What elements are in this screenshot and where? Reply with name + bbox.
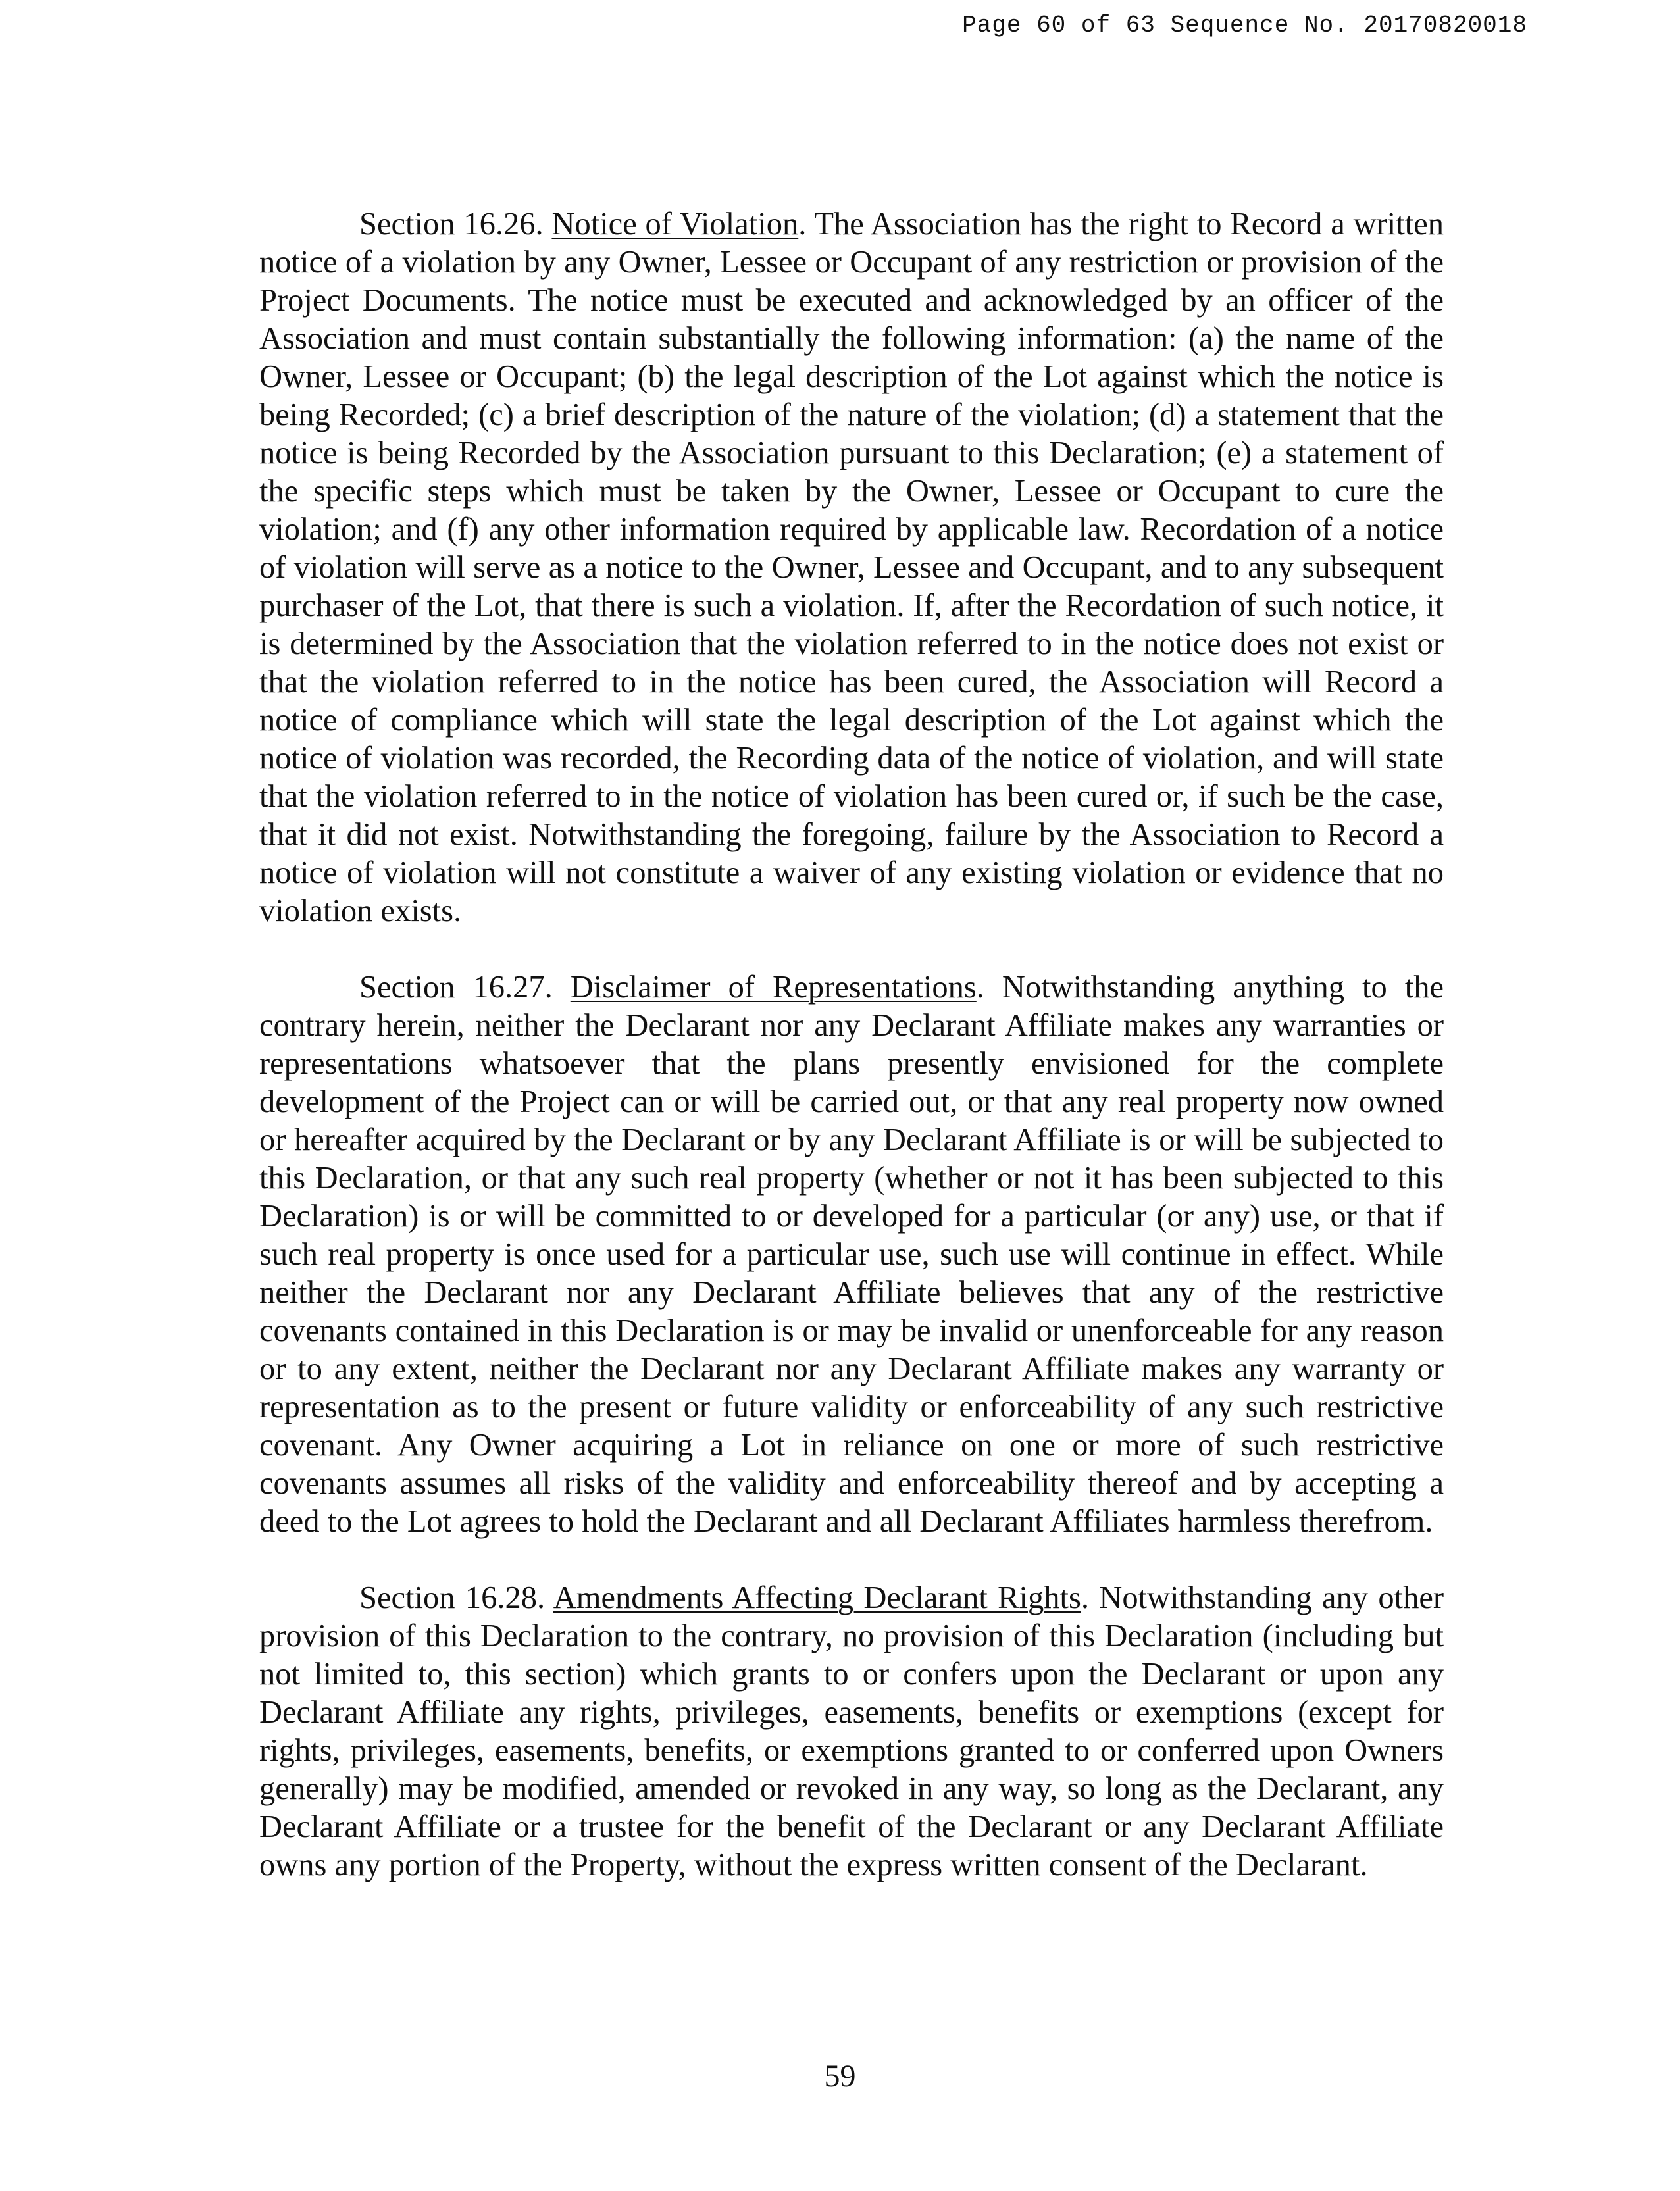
section-16-27-paragraph (259, 969, 1444, 1541)
document-body (259, 205, 1444, 1923)
section-number: Section 16.26. (359, 207, 544, 241)
section-heading: Amendments Affecting Declarant Rights (553, 1580, 1081, 1615)
section-body: . The Association has the right to Record a written notice of a violation by any Owner, Lessee or Occupant of any restriction or provision of the Project Documents. The notice must be executed and acknowledged by an officer of the Association and must contain substantially the following information: (a) the name of the Owner, Lessee or Occupant; (b) the legal description of the Lot against which the notice is being Recorded; (c) a brief description of the nature of the violation; (d) a statement that the notice is being Recorded by the Association pursuant to this Declaration; (e) a statement of the specific steps which must be taken by the Owner, Lessee or Occupant to cure the violation; and (f) any other information required by applicable law. Recordation of a notice of violation will serve as a notice to the Owner, Lessee and Occupant, and to any subsequent purchaser of the Lot, that there is such a violation. If, after the Recordation of such notice, it is determined by the Association that the violation referred to in the notice does not exist or that the violation referred to in the notice has been cured, the Association will Record a notice of compliance which will state the legal description of the Lot against which the notice of violation was recorded, the Recording data of the notice of violation, and will state that the violation referred to in the notice of violation has been cured or, if such be the case, that it did not exist. Notwithstanding the foregoing, failure by the Association to Record a notice of violation will not constitute a waiver of any existing violation or evidence that no violation exists. (259, 207, 1444, 928)
section-16-28-paragraph (259, 1579, 1444, 1884)
page-sequence-stamp: Page 60 of 63 Sequence No. 20170820018 (962, 12, 1527, 39)
section-body: . Notwithstanding any other provision of this Declaration to the contrary, no provision of this Declaration (including but not limited to, this section) which grants to or confers upon the Declarant or upon any Declarant Affiliate any rights, privileges, easements, benefits or exemptions (except for rights, privileges, easements, benefits, or exemptions granted to or conferred upon Owners generally) may be modified, amended or revoked in any way, so long as the Declarant, any Declarant Affiliate or a trustee for the benefit of the Declarant or any Declarant Affiliate owns any portion of the Property, without the express written consent of the Declarant. (259, 1580, 1444, 1882)
page-number: 59 (824, 2059, 856, 2094)
section-16-26-paragraph (259, 205, 1444, 930)
section-number: Section 16.28. (359, 1580, 546, 1615)
section-body: . Notwithstanding anything to the contrary herein, neither the Declarant nor any Declarant Affiliate makes any warranties or representations whatsoever that the plans presently envisioned for the complete development of the Project can or will be carried out, or that any real property now owned or hereafter acquired by the Declarant or by any Declarant Affiliate is or will be subjected to this Declaration, or that any such real property (whether or not it has been subjected to this Declaration) is or will be committed to or developed for a particular (or any) use, or that if such real property is once used for a particular use, such use will continue in effect. While neither the Declarant nor any Declarant Affiliate believes that any of the restrictive covenants contained in this Declaration is or may be invalid or unenforceable for any reason or to any extent, neither the Declarant nor any Declarant Affiliate makes any warranty or representation as to the present or future validity or enforceability of any such restrictive covenant. Any Owner acquiring a Lot in reliance on one or more of such restrictive covenants assumes all risks of the validity and enforceability thereof and by accepting a deed to the Lot agrees to hold the Declarant and all Declarant Affiliates harmless therefrom. (259, 970, 1444, 1539)
section-number: Section 16.27. (359, 970, 553, 1005)
section-heading: Disclaimer of Representations (570, 970, 977, 1005)
section-heading: Notice of Violation (551, 207, 799, 241)
